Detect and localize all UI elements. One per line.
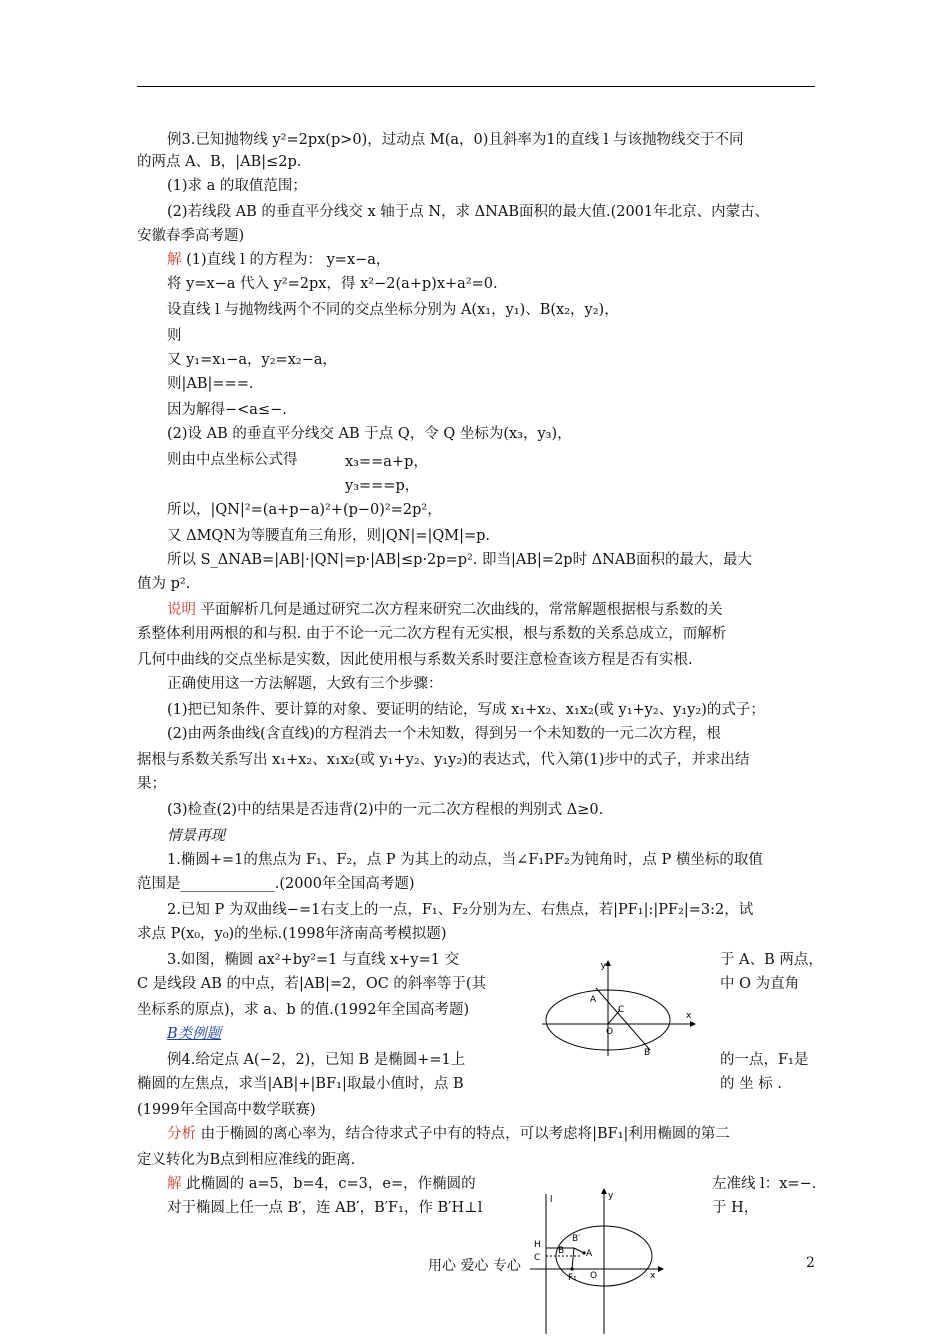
line: 3.如图，椭圆 ax²+by²=1 与直线 x+y=1 交 xyxy=(167,952,460,968)
line-text: 此椭圆的 a=5，b=4，c=3，e=，作椭圆的 xyxy=(186,1176,476,1192)
line xyxy=(167,600,723,620)
analysis-label: 分析 xyxy=(167,1126,196,1142)
line: 中 O 为直角 xyxy=(720,976,800,992)
line: y₃===p， xyxy=(345,478,420,494)
point-label: B′ xyxy=(572,1234,581,1244)
line: 对于椭圆上任一点 B′，连 AB′，B′F₁，作 B′H⊥l xyxy=(167,1200,483,1216)
line: 则|AB|===. xyxy=(167,376,254,392)
line: 系整体利用两根的和与积. 由于不论一元二次方程有无实根，根与系数的关系总成立，而解析 xyxy=(137,626,727,642)
point-label: O xyxy=(606,1027,614,1037)
line: 又 y₁=x₁−a，y₂=x₂−a， xyxy=(167,352,337,368)
section-title: 情景再现 xyxy=(167,828,225,844)
line: 2.已知 P 为双曲线−=1右支上的一点，F₁、F₂分别为左、右焦点，若|PF₁|:|PF₂|=3:2，试 xyxy=(167,902,754,918)
footer-slogan: 用心 爱心 专心 xyxy=(428,1258,521,1274)
section-link-b-examples[interactable]: B类例题 xyxy=(167,1026,222,1042)
point-label: O xyxy=(590,1271,598,1281)
line: 的一点，F₁是 xyxy=(720,1052,809,1068)
line: 左准线 l：x=−. xyxy=(712,1176,817,1192)
line: 所以 S_ΔNAB=|AB|·|QN|=p·|AB|≤p·2p=p². 即当|AB|=2p时 ΔNAB面积的最大，最大 xyxy=(167,552,752,568)
point-label: F₁ xyxy=(568,1273,577,1283)
line-text: 平面解析几何是通过研究二次方程来研究二次曲线的，常常解题根据根与系数的关 xyxy=(200,602,723,618)
line: 则 xyxy=(167,328,182,344)
line: (2)设 AB 的垂直平分线交 AB 于点 Q，令 Q 坐标为(x₃，y₃)， xyxy=(167,426,572,442)
line: 椭圆的左焦点，求当|AB|+|BF₁|取最小值时，点 B xyxy=(137,1076,464,1092)
axis-label: y xyxy=(600,961,606,971)
line: (1)求 a 的取值范围； xyxy=(167,178,307,194)
line: 设直线 l 与抛物线两个不同的交点坐标分别为 A(x₁，y₁)、B(x₂，y₂)， xyxy=(167,302,619,318)
solve-label: 解 xyxy=(167,1176,182,1192)
line: C 是线段 AB 的中点，若|AB|=2，OC 的斜率等于(其 xyxy=(137,976,487,992)
axis-label: x xyxy=(686,1011,692,1021)
line: 据根与系数关系写出 x₁+x₂、x₁x₂(或 y₁+y₂、y₁y₂)的表达式，代入第(1)步中的式子，并求出结 xyxy=(137,752,750,768)
line: x₃==a+p， xyxy=(345,454,428,470)
explain-label: 说明 xyxy=(167,602,196,618)
point-label: B xyxy=(558,1246,565,1256)
line: 几何中曲线的交点坐标是实数，因此使用根与系数关系时要注意检查该方程是否有实根. xyxy=(137,652,693,668)
line: 于 H， xyxy=(712,1200,759,1216)
point-label: C xyxy=(618,1005,625,1015)
line xyxy=(167,250,390,270)
line: (2)若线段 AB 的垂直平分线交 x 轴于点 N，求 ΔNAB面积的最大值.(2001年北京、内蒙古、 xyxy=(167,204,770,220)
line: 例3.已知抛物线 y²=2px(p>0)，过动点 M(a，0)且斜率为1的直线 l 与该抛物线交于不同 xyxy=(167,132,744,148)
point-label: A xyxy=(586,1249,593,1259)
header-rule xyxy=(137,86,815,87)
line: 范围是_____________.(2000年全国高考题) xyxy=(137,876,415,892)
line: 又 ΔMQN为等腰直角三角形，则|QN|=|QM|=p. xyxy=(167,528,491,544)
line: 则由中点坐标公式得 xyxy=(167,452,298,468)
line-text: (1)直线 l 的方程为： y=x−a， xyxy=(186,252,391,268)
figure-ellipse-directrix xyxy=(528,1186,668,1336)
line: 正确使用这一方法解题，大致有三个步骤： xyxy=(167,676,443,692)
point-label: H xyxy=(534,1240,541,1250)
point-label: A xyxy=(590,995,597,1005)
line: 坐标系的原点)，求 a、b 的值.(1992年全国高考题) xyxy=(137,1002,470,1018)
line xyxy=(167,1174,476,1194)
line: 例4.给定点 A(−2，2)，已知 B 是椭圆+=1上 xyxy=(167,1052,466,1068)
solve-label: 解 xyxy=(167,252,182,268)
line: (1)把已知条件、要计算的对象、要证明的结论，写成 x₁+x₂、x₁x₂(或 y₁+y₂、y₁y₂)的式子； xyxy=(167,702,765,718)
line: 安徽春季高考题) xyxy=(137,228,245,244)
point-label: B xyxy=(644,1048,651,1058)
line: 求点 P(x₀，y₀)的坐标.(1998年济南高考模拟题) xyxy=(137,926,447,942)
line: 所以，|QN|²=(a+p−a)²+(p−0)²=2p²， xyxy=(167,502,442,518)
page-number: 2 xyxy=(806,1255,815,1271)
point-label: C xyxy=(534,1253,541,1263)
axis-label: y xyxy=(608,1191,614,1201)
line xyxy=(167,1124,730,1144)
line: 值为 p². xyxy=(137,576,191,592)
line: 的两点 A、B，|AB|≤2p. xyxy=(137,154,302,170)
line-text: 由于椭圆的离心率为，结合待求式子中有的特点，可以考虑将|BF₁|利用椭圆的第二 xyxy=(200,1126,730,1142)
line: 将 y=x−a 代入 y²=2px，得 x²−2(a+p)x+a²=0. xyxy=(167,276,498,292)
line: 因为解得−<a≤−. xyxy=(167,402,287,418)
line: (1999年全国高中数学联赛) xyxy=(137,1102,316,1118)
line: 定义转化为B点到相应准线的距离. xyxy=(137,1152,356,1168)
figure-ellipse-line xyxy=(540,958,700,1058)
axis-label: x xyxy=(650,1271,656,1281)
line: (2)由两条曲线(含直线)的方程消去一个未知数，得到另一个未知数的一元二次方程，根 xyxy=(167,726,721,742)
line-label: l xyxy=(550,1195,553,1205)
line: 1.椭圆+=1的焦点为 F₁、F₂，点 P 为其上的动点，当∠F₁PF₂为钝角时，点 P 横坐标的取值 xyxy=(167,852,763,868)
line: 于 A、B 两点， xyxy=(720,952,823,968)
line: 的 坐 标 . xyxy=(720,1076,782,1092)
line: (3)检查(2)中的结果是否违背(2)中的一元二次方程根的判别式 Δ≥0. xyxy=(167,802,604,818)
line: 果； xyxy=(137,776,166,792)
